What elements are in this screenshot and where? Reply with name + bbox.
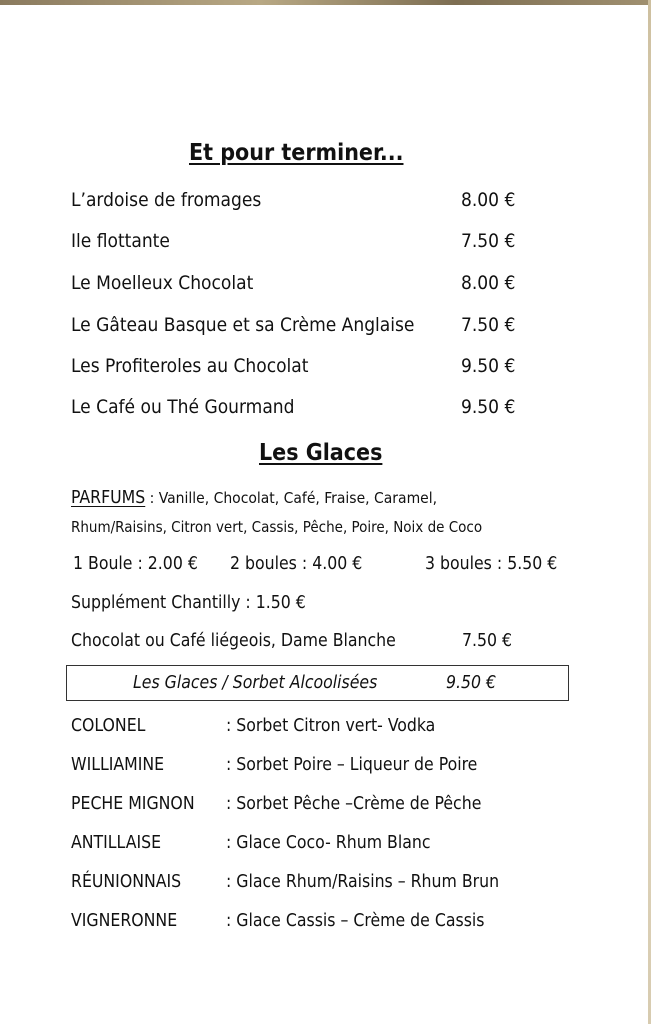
price-two-scoops: 2 boules : 4.00 € (230, 554, 363, 574)
menu-item-price: 7.50 € (461, 230, 516, 252)
alcool-item-name: COLONEL (71, 716, 146, 736)
alcool-item-name: PECHE MIGNON (71, 794, 195, 814)
alcool-item-name: ANTILLAISE (71, 833, 162, 853)
liegeois-name: Chocolat ou Café liégeois, Dame Blanche (71, 631, 396, 651)
menu-item-price: 8.00 € (461, 272, 516, 294)
alcool-item-name: WILLIAMINE (71, 755, 165, 775)
alcool-item-desc: : Glace Coco- Rhum Blanc (226, 833, 431, 853)
alcool-item-desc: : Sorbet Citron vert- Vodka (226, 716, 436, 736)
menu-item-name: Le Moelleux Chocolat (71, 272, 254, 294)
menu-item-name: Le Café ou Thé Gourmand (71, 396, 295, 418)
parfums-line2: Rhum/Raisins, Citron vert, Cassis, Pêche, Poire, Noix de Coco (71, 518, 483, 536)
menu-item-name: Le Gâteau Basque et sa Crème Anglaise (71, 314, 415, 336)
liegeois-price: 7.50 € (462, 631, 513, 651)
menu-item-name: Les Profiteroles au Chocolat (71, 355, 309, 377)
price-three-scoops: 3 boules : 5.50 € (425, 554, 558, 574)
price-one-scoop: 1 Boule : 2.00 € (73, 554, 198, 574)
alcool-item-desc: : Sorbet Pêche –Crème de Pêche (226, 794, 482, 814)
menu-item-name: L’ardoise de fromages (71, 189, 262, 211)
chantilly-supplement: Supplément Chantilly : 1.50 € (71, 593, 306, 613)
menu-item-price: 7.50 € (461, 314, 516, 336)
photo-top-edge (0, 0, 651, 5)
alcool-item-name: VIGNERONNE (71, 911, 178, 931)
parfums-label: PARFUMS (71, 488, 146, 508)
alcool-item-name: RÉUNIONNAIS (71, 872, 182, 892)
menu-item-price: 9.50 € (461, 396, 516, 418)
section-title-glaces: Les Glaces (259, 440, 383, 466)
alcool-item-desc: : Glace Rhum/Raisins – Rhum Brun (226, 872, 500, 892)
alcool-box-label: Les Glaces / Sorbet Alcoolisées (133, 673, 378, 693)
alcool-box-price: 9.50 € (446, 673, 497, 693)
section-title-desserts: Et pour terminer... (189, 140, 404, 166)
menu-item-name: Ile flottante (71, 230, 170, 252)
menu-item-price: 8.00 € (461, 189, 516, 211)
menu-item-price: 9.50 € (461, 355, 516, 377)
alcool-item-desc: : Sorbet Poire – Liqueur de Poire (226, 755, 478, 775)
alcool-item-desc: : Glace Cassis – Crème de Cassis (226, 911, 485, 931)
parfums-line1 (71, 488, 437, 508)
parfums-flavors: : Vanille, Chocolat, Café, Fraise, Caramel, (145, 489, 438, 507)
